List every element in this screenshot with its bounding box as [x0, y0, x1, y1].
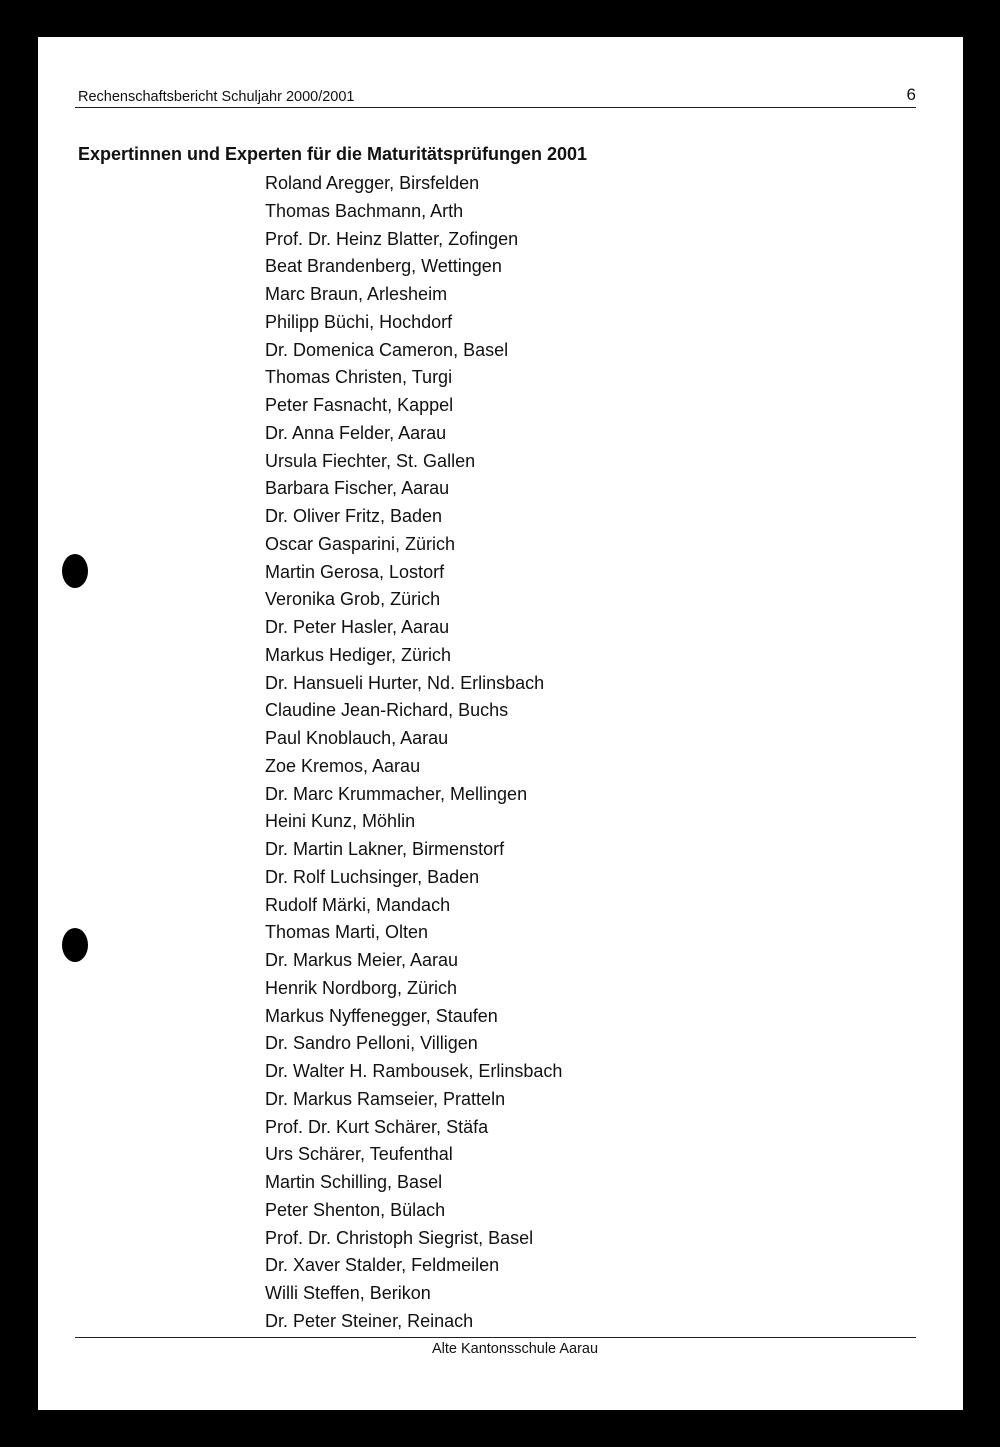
expert-list-item: Dr. Markus Meier, Aarau: [265, 950, 459, 970]
expert-list-item: Dr. Rolf Luchsinger, Baden: [265, 866, 480, 887]
expert-list-item: Dr. Marc Krummacher, Mellingen: [265, 783, 528, 804]
expert-list-item: Markus Hediger, Zürich: [265, 644, 452, 665]
expert-list-item: Barbara Fischer, Aarau: [265, 478, 450, 499]
expert-list-item: Henrik Nordborg, Zürich: [265, 977, 458, 998]
expert-list-item: Marc Braun, Arlesheim: [265, 284, 448, 304]
expert-list-item: Dr. Peter Hasler, Aarau: [265, 617, 450, 637]
expert-list-item: Dr. Sandro Pelloni, Villigen: [265, 1033, 478, 1054]
expert-list-item: Dr. Walter H. Rambousek, Erlinsbach: [265, 1061, 563, 1081]
section-heading: Expertinnen und Experten für die Maturitätsprüfungen 2001: [78, 144, 588, 164]
punch-hole: [62, 554, 88, 588]
expert-list-item: Urs Schärer, Teufenthal: [265, 1144, 453, 1165]
expert-list-item: Prof. Dr. Heinz Blatter, Zofingen: [265, 228, 519, 249]
expert-list-item: Dr. Oliver Fritz, Baden: [265, 506, 443, 526]
expert-list-item: Peter Fasnacht, Kappel: [265, 395, 454, 415]
expert-list-item: Dr. Markus Ramseier, Pratteln: [265, 1088, 506, 1109]
expert-list-item: Zoe Kremos, Aarau: [265, 755, 421, 776]
expert-list-item: Peter Shenton, Bülach: [265, 1199, 446, 1220]
expert-list-item: Markus Nyffenegger, Staufen: [265, 1005, 498, 1026]
expert-list-item: Dr. Xaver Stalder, Feldmeilen: [265, 1255, 500, 1276]
report-title: Rechenschaftsbericht Schuljahr 2000/2001: [78, 89, 355, 105]
expert-list-item: Thomas Christen, Turgi: [265, 367, 453, 388]
punch-hole: [62, 928, 88, 962]
page-number: 6: [906, 85, 916, 104]
footer-school-name: Alte Kantonsschule Aarau: [431, 1341, 599, 1357]
expert-list-item: Beat Brandenberg, Wettingen: [265, 256, 502, 277]
expert-list-item: Thomas Bachmann, Arth: [265, 200, 464, 221]
expert-list-item: Martin Schilling, Basel: [265, 1172, 443, 1192]
page-header: [75, 85, 916, 108]
expert-list: [265, 170, 562, 1336]
expert-list-item: Veronika Grob, Zürich: [265, 589, 441, 610]
expert-list-item: Dr. Domenica Cameron, Basel: [265, 339, 509, 360]
expert-list-item: Dr. Anna Felder, Aarau: [265, 422, 447, 443]
expert-list-item: Prof. Dr. Kurt Schärer, Stäfa: [265, 1116, 489, 1137]
expert-list-item: Claudine Jean-Richard, Buchs: [265, 700, 509, 721]
expert-list-item: Paul Knoblauch, Aarau: [265, 728, 449, 748]
expert-list-item: Thomas Marti, Olten: [265, 922, 429, 943]
expert-list-item: Oscar Gasparini, Zürich: [265, 533, 456, 554]
expert-list-item: Roland Aregger, Birsfelden: [265, 173, 480, 193]
expert-list-item: Heini Kunz, Möhlin: [265, 811, 416, 832]
expert-list-item: Dr. Peter Steiner, Reinach: [265, 1310, 474, 1331]
expert-list-item: Philipp Büchi, Hochdorf: [265, 311, 453, 332]
expert-list-item: Ursula Fiechter, St. Gallen: [265, 450, 476, 471]
expert-list-item: Prof. Dr. Christoph Siegrist, Basel: [265, 1227, 534, 1248]
document-page: [38, 37, 963, 1410]
expert-list-item: Rudolf Märki, Mandach: [265, 894, 451, 915]
expert-list-item: Willi Steffen, Berikon: [265, 1283, 431, 1303]
expert-list-item: Martin Gerosa, Lostorf: [265, 561, 445, 582]
expert-list-item: Dr. Hansueli Hurter, Nd. Erlinsbach: [265, 672, 545, 693]
expert-list-item: Dr. Martin Lakner, Birmenstorf: [265, 839, 505, 859]
footer-divider: [75, 1337, 916, 1338]
